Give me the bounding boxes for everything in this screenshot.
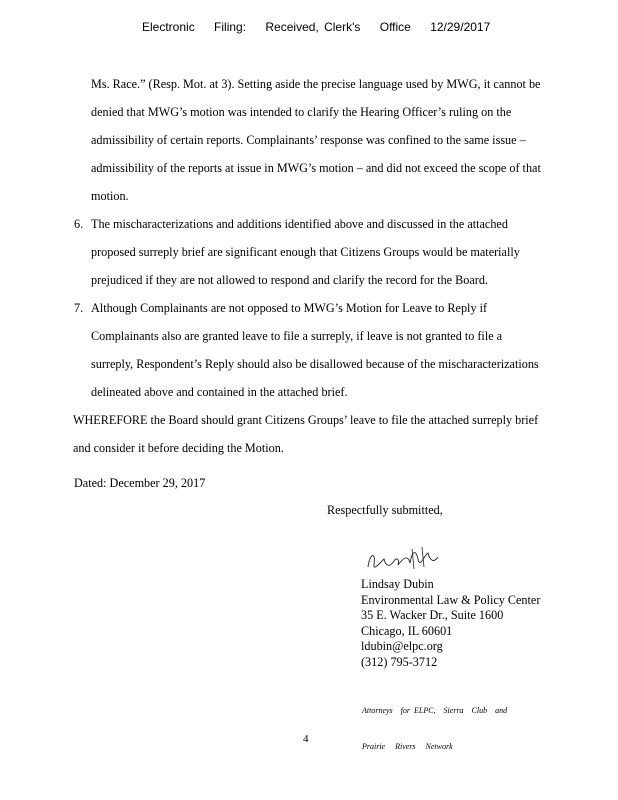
organization: Environmental Law & Policy Center xyxy=(361,592,541,607)
item-7-text: Although Complainants are not opposed to MWG’s Motion for Leave to Reply if xyxy=(91,301,488,315)
header-electronic: Electronic xyxy=(142,20,195,34)
wherefore-line: WHEREFORE the Board should grant Citizens Groups’ leave to file the attached surreply brief xyxy=(73,413,539,427)
address-line-1: 35 E. Wacker Dr., Suite 1600 xyxy=(361,608,504,622)
attorneys-line-2: Prairie Rivers Network xyxy=(362,742,453,751)
signature-block xyxy=(361,577,540,670)
item-6-line xyxy=(74,210,594,238)
continuation-line: admissibility of the reports at issue in MWG’s motion – and did not exceed the scope of that xyxy=(91,161,541,175)
continuation-line: motion. xyxy=(91,189,129,203)
header-date: 12/29/2017 xyxy=(430,20,491,34)
item-7-line: delineated above and contained in the attached brief. xyxy=(91,385,348,399)
continuation-line: admissibility of certain reports. Complainants’ response was confined to the same issue – xyxy=(91,133,526,147)
attorney-name: Lindsay Dubin xyxy=(361,577,434,591)
address-line-2: Chicago, IL 60601 xyxy=(361,623,453,638)
item-6-line: proposed surreply brief are significant enough that Citizens Groups would be materially xyxy=(91,245,520,259)
item-6-number: 6. xyxy=(74,217,84,231)
header-office: Office xyxy=(379,20,411,34)
page-number: 4 xyxy=(303,733,309,745)
item-7-line: surreply, Respondent’s Reply should also be disallowed because of the mischaracterizations xyxy=(91,357,539,371)
attorneys-line-1: Attorneys for ELPC, Sierra Club and xyxy=(362,706,508,715)
handwritten-signature xyxy=(364,545,444,577)
header-received-clerks: Received, Clerk's xyxy=(265,20,361,34)
dated-line: Dated: December 29, 2017 xyxy=(74,476,206,490)
wherefore-line: and consider it before deciding the Motion. xyxy=(73,441,284,455)
closing-line: Respectfully submitted, xyxy=(327,503,443,517)
filing-header xyxy=(142,20,504,34)
item-7-line: Complainants also are granted leave to file a surreply, if leave is not granted to file a xyxy=(91,329,503,343)
email-link[interactable]: ldubin@elpc.org xyxy=(361,639,443,653)
item-7-line xyxy=(74,294,594,322)
header-filing: Filing: xyxy=(214,20,247,34)
continuation-line: denied that MWG’s motion was intended to clarify the Hearing Officer’s ruling on the xyxy=(91,105,512,119)
continuation-line: Ms. Race.” (Resp. Mot. at 3). Setting aside the precise language used by MWG, it cannot be xyxy=(91,77,541,91)
phone-number: (312) 795-3712 xyxy=(361,654,438,669)
item-6-text: The mischaracterizations and additions identified above and discussed in the attached xyxy=(91,217,508,231)
item-7-number: 7. xyxy=(74,301,84,315)
item-6-line: prejudiced if they are not allowed to respond and clarify the record for the Board. xyxy=(91,273,488,287)
body-text xyxy=(74,70,594,462)
attorneys-for xyxy=(362,681,507,777)
